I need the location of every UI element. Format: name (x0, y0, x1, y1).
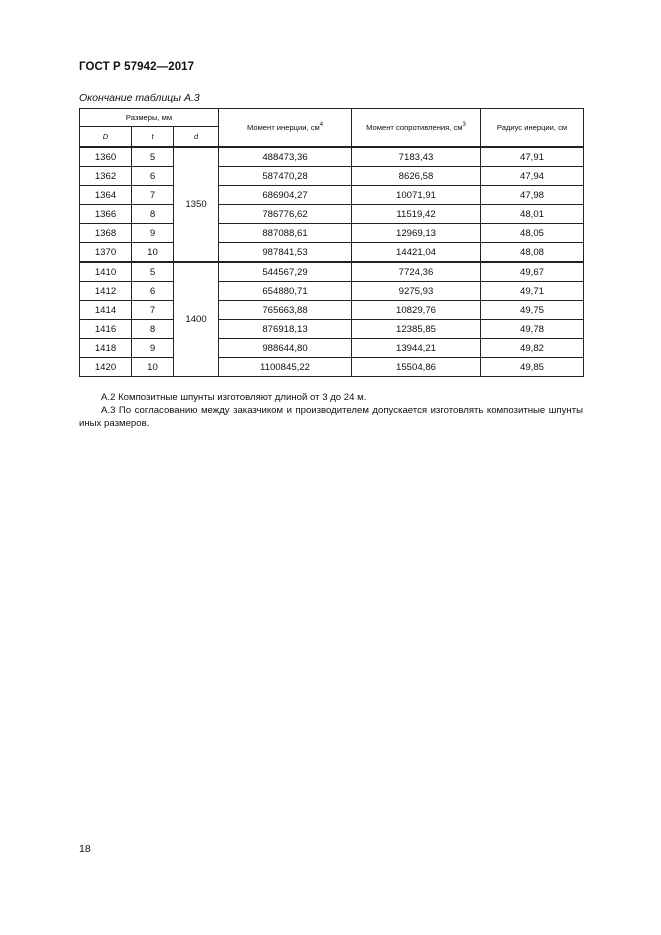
cell-d-group: 1400 (174, 262, 219, 377)
cell-D: 1414 (80, 301, 132, 320)
cell-inertia: 488473,36 (219, 147, 352, 167)
cell-radius: 48,08 (481, 243, 584, 263)
table-caption: Окончание таблицы А.3 (79, 92, 200, 104)
document-header: ГОСТ Р 57942—2017 (79, 61, 195, 73)
cell-radius: 49,71 (481, 282, 584, 301)
cell-radius: 47,94 (481, 167, 584, 186)
cell-radius: 48,05 (481, 224, 584, 243)
cell-radius: 48,01 (481, 205, 584, 224)
cell-t: 6 (132, 167, 174, 186)
cell-radius: 49,82 (481, 339, 584, 358)
resistance-header-exponent: 3 (462, 122, 466, 128)
cell-resistance: 9275,93 (352, 282, 481, 301)
cell-radius: 47,91 (481, 147, 584, 167)
cell-inertia: 786776,62 (219, 205, 352, 224)
page-number: 18 (79, 843, 91, 855)
cell-resistance: 10829,76 (352, 301, 481, 320)
table-row (80, 186, 584, 205)
cell-resistance: 12385,85 (352, 320, 481, 339)
cell-t: 7 (132, 301, 174, 320)
note-a2 (79, 391, 583, 404)
dimensions-table (79, 108, 584, 377)
inertia-column-header (219, 109, 352, 148)
cell-resistance: 11519,42 (352, 205, 481, 224)
cell-t: 5 (132, 262, 174, 282)
cell-t: 8 (132, 205, 174, 224)
radius-column-header: Радиус инерции, см (481, 109, 584, 148)
cell-inertia: 587470,28 (219, 167, 352, 186)
table-row (80, 282, 584, 301)
cell-radius: 47,98 (481, 186, 584, 205)
cell-D: 1368 (80, 224, 132, 243)
table-row (80, 224, 584, 243)
t-column-header: t (132, 127, 174, 148)
cell-resistance: 10071,91 (352, 186, 481, 205)
d-outer-column-header: D (80, 127, 132, 148)
resistance-header-text: Момент сопротивления, см (366, 123, 463, 132)
cell-D: 1416 (80, 320, 132, 339)
table-row (80, 205, 584, 224)
dimensions-group-header: Размеры, мм (80, 109, 219, 127)
table-row (80, 262, 584, 282)
cell-resistance: 8626,58 (352, 167, 481, 186)
table-row (80, 301, 584, 320)
cell-radius: 49,85 (481, 358, 584, 377)
cell-D: 1360 (80, 147, 132, 167)
cell-t: 6 (132, 282, 174, 301)
cell-inertia: 544567,29 (219, 262, 352, 282)
d-inner-column-header: d (174, 127, 219, 148)
resistance-column-header (352, 109, 481, 148)
cell-D: 1370 (80, 243, 132, 263)
cell-radius: 49,78 (481, 320, 584, 339)
cell-t: 8 (132, 320, 174, 339)
table-row (80, 358, 584, 377)
cell-inertia: 654880,71 (219, 282, 352, 301)
cell-inertia: 686904,27 (219, 186, 352, 205)
cell-inertia: 987841,53 (219, 243, 352, 263)
cell-d-group: 1350 (174, 147, 219, 262)
cell-inertia: 887088,61 (219, 224, 352, 243)
note-a2-text: А.2 Композитные шпунты изготовляют длиной от 3 до 24 м. (101, 392, 367, 403)
note-a3-text: А.3 По согласованию между заказчиком и производителем допускается изготовлять композитные шпунты иных размеров. (79, 405, 583, 429)
inertia-header-exponent: 4 (319, 122, 324, 128)
table-row (80, 243, 584, 263)
cell-D: 1418 (80, 339, 132, 358)
cell-inertia: 988644,80 (219, 339, 352, 358)
cell-D: 1364 (80, 186, 132, 205)
cell-D: 1420 (80, 358, 132, 377)
cell-t: 9 (132, 224, 174, 243)
cell-resistance: 14421,04 (352, 243, 481, 263)
cell-D: 1412 (80, 282, 132, 301)
cell-resistance: 13944,21 (352, 339, 481, 358)
cell-t: 7 (132, 186, 174, 205)
table-row (80, 147, 584, 167)
cell-t: 10 (132, 358, 174, 377)
cell-D: 1366 (80, 205, 132, 224)
table-row (80, 167, 584, 186)
cell-inertia: 876918,13 (219, 320, 352, 339)
table-row (80, 320, 584, 339)
cell-resistance: 12969,13 (352, 224, 481, 243)
cell-t: 9 (132, 339, 174, 358)
inertia-header-text: Момент инерции, см (246, 123, 320, 132)
cell-t: 10 (132, 243, 174, 263)
cell-resistance: 15504,86 (352, 358, 481, 377)
table-row (80, 339, 584, 358)
cell-inertia: 765663,88 (219, 301, 352, 320)
cell-D: 1410 (80, 262, 132, 282)
cell-t: 5 (132, 147, 174, 167)
cell-resistance: 7183,43 (352, 147, 481, 167)
cell-inertia: 1100845,22 (219, 358, 352, 377)
cell-D: 1362 (80, 167, 132, 186)
note-a3 (79, 404, 583, 430)
cell-resistance: 7724,36 (352, 262, 481, 282)
cell-radius: 49,67 (481, 262, 584, 282)
cell-radius: 49,75 (481, 301, 584, 320)
